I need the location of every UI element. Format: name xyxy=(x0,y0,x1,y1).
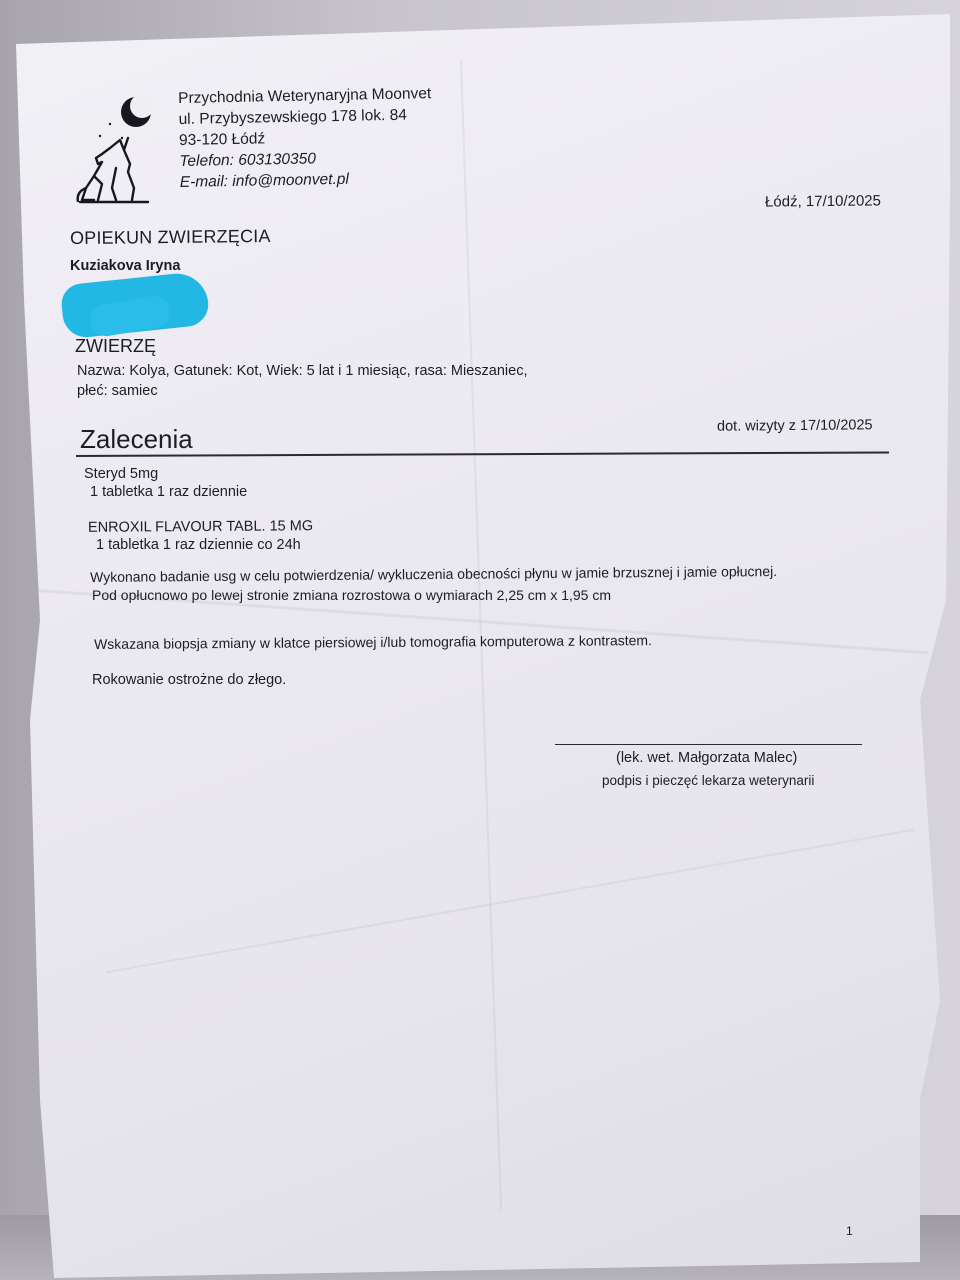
clinic-name: Przychodnia Weterynaryjna Moonvet xyxy=(178,85,432,107)
clinic-city: 93-120 Łódź xyxy=(178,130,266,149)
animal-section-title: ZWIERZĘ xyxy=(75,336,156,356)
visit-date: dot. wizyty z 17/10/2025 xyxy=(716,417,873,435)
owner-name: Kuziakova Iryna xyxy=(70,258,181,274)
biopsy-recommendation: Wskazana biopsja zmiany w klatce piersiowej i/lub tomografia komputerowa z kontrastem. xyxy=(94,632,653,652)
howling-wolf-moon-icon xyxy=(72,92,156,208)
clinic-email: E-mail: info@moonvet.pl xyxy=(179,170,350,191)
medication-2-dose: 1 tabletka 1 raz dziennie co 24h xyxy=(96,537,301,553)
animal-details: Nazwa: Kolya, Gatunek: Kot, Wiek: 5 lat i 1 miesiąc, rasa: Mieszaniec, xyxy=(77,363,528,379)
exam-finding: Pod opłucnowo po lewej stronie zmiana rozrostowa o wymiarach 2,25 cm x 1,95 cm xyxy=(92,587,612,603)
place-date: Łódź, 17/10/2025 xyxy=(764,192,882,211)
clinic-street: ul. Przybyszewskiego 178 lok. 84 xyxy=(178,106,408,128)
paper-crease xyxy=(106,829,914,973)
signature-line xyxy=(555,744,862,745)
vet-name: (lek. wet. Małgorzata Malec) xyxy=(616,750,798,766)
clinic-phone: Telefon: 603130350 xyxy=(179,150,317,170)
clinic-header xyxy=(178,83,433,193)
medication-2-name: ENROXIL FLAVOUR TABL. 15 MG xyxy=(87,518,314,536)
animal-sex: płeć: samiec xyxy=(77,383,158,399)
page-number: 1 xyxy=(846,1224,853,1238)
recommendations-title: Zalecenia xyxy=(80,424,193,454)
owner-section-title: OPIEKUN ZWIERZĘCIA xyxy=(69,225,271,249)
medication-1-name: Steryd 5mg xyxy=(84,466,159,482)
signature-caption: podpis i pieczęć lekarza weterynarii xyxy=(602,773,815,788)
medication-1-dose: 1 tabletka 1 raz dziennie xyxy=(90,484,248,500)
exam-description: Wykonano badanie usg w celu potwierdzenia/ wykluczenia obecności płynu w jamie brzusznej i jamie opłucnej. xyxy=(90,563,778,585)
prognosis: Rokowanie ostrożne do złego. xyxy=(92,672,287,688)
